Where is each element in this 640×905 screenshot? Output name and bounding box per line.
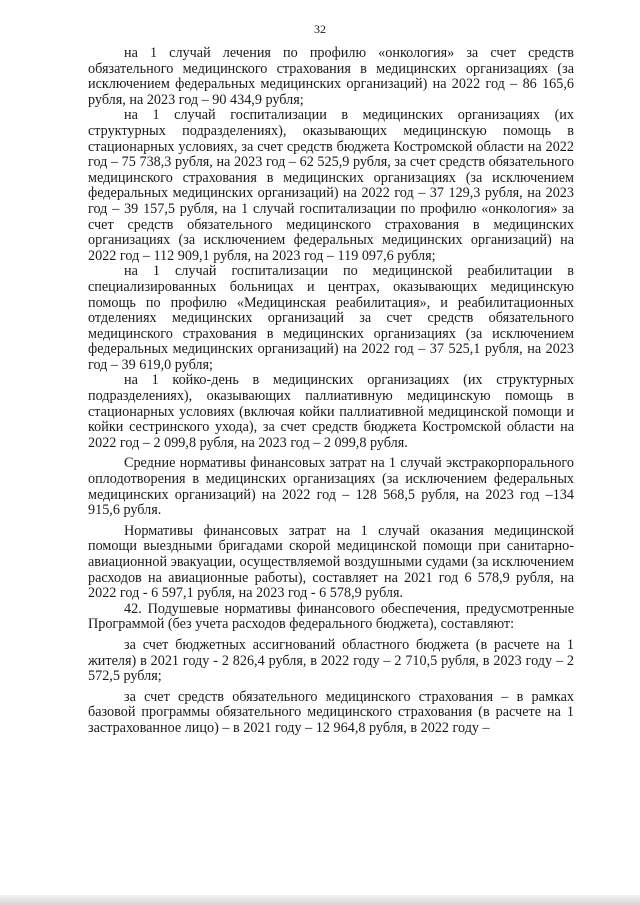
paragraph-rehabilitation: на 1 случай госпитализации по медицинской реабилитации в специализированных больницах и центрах, оказывающих медицинскую помощь по профилю «Медицинская реабилитация», и реабилитационных отделениях медицинских организаций за счет средств обязательного медицинского страхования в медицинских организациях (за исключением федеральных медицинских организаций) на 2022 год – 37 525,1 рубля, на 2023 год – 39 619,0 рубля; [88, 263, 574, 373]
page-number: 32 [314, 22, 326, 36]
paragraph-oncology-treatment: на 1 случай лечения по профилю «онкология» за счет средств обязательного медицинского страхования в медицинских организациях (за исключением федеральных медицинских организаций) на 2022 год – 86 165,6 рубля, на 2023 год – 90 434,9 рубля; [88, 45, 574, 108]
paragraph-regional-budget: за счет бюджетных ассигнований областного бюджета (в расчете на 1 жителя) в 2021 году - 2 826,4 рубля, в 2022 году – 2 710,5 рубля, в 2023 году – 2 572,5 рубля; [88, 636, 574, 685]
paragraph-air-ambulance: Нормативы финансовых затрат на 1 случай оказания медицинской помощи выездными бригадами скорой медицинской помощи при санитарно-авиационной эвакуации, осуществляемой воздушными судами (за исключением расходов на авиационные работы), составляет на 2021 год 6 578,9 рубля, на 2022 год - 6 597,1 рубля, на 2023 год - 6 578,9 рубля. [88, 522, 574, 602]
scan-edge-shadow [0, 895, 640, 905]
paragraph-mandatory-insurance: за счет средств обязательного медицинского страхования – в рамках базовой программы обязательного медицинского страхования (в расчете на 1 застрахованное лицо) – в 2021 году – 12 964,8 рубля, в 2022 году – [88, 688, 574, 736]
paragraph-ivf-norms: Средние нормативы финансовых затрат на 1 случай экстракорпорального оплодотворения в медицинских организациях (за исключением федеральных медицинских организаций) на 2022 год – 128 568,5 рубля, на 2023 год –134 915,6 рубля. [88, 455, 574, 519]
paragraph-section-42: 42. Подушевые нормативы финансового обеспечения, предусмотренные Программой (без учета расходов федерального бюджета), составляют: [88, 600, 574, 633]
paragraph-palliative-bed-day: на 1 койко-день в медицинских организациях (их структурных подразделениях), оказывающих паллиативную медицинскую помощь в стационарных условиях (включая койки паллиативной медицинской помощи и койки сестринского ухода), за счет средств бюджета Костромской области на 2022 год – 2 099,8 рубля, на 2023 год – 2 099,8 рубля. [88, 372, 574, 451]
document-body [88, 46, 574, 737]
paragraph-hospitalization: на 1 случай госпитализации в медицинских организациях (их структурных подразделениях), оказывающих медицинскую помощь в стационарных условиях, за счет средств бюджета Костромской области на 2022 год – 75 738,3 рубля, на 2023 год – 62 525,9 рубля, за счет средств обязательного медицинского страхования в медицинских организациях (за исключением федеральных медицинских организаций) на 2022 год – 37 129,3 рубля, на 2023 год – 39 157,5 рубля, на 1 случай госпитализации по профилю «онкология» за счет средств обязательного медицинского страхования в медицинских организациях (за исключением федеральных медицинских организаций) на 2022 год – 112 909,1 рубля, на 2023 год – 119 097,6 рубля; [88, 107, 574, 264]
